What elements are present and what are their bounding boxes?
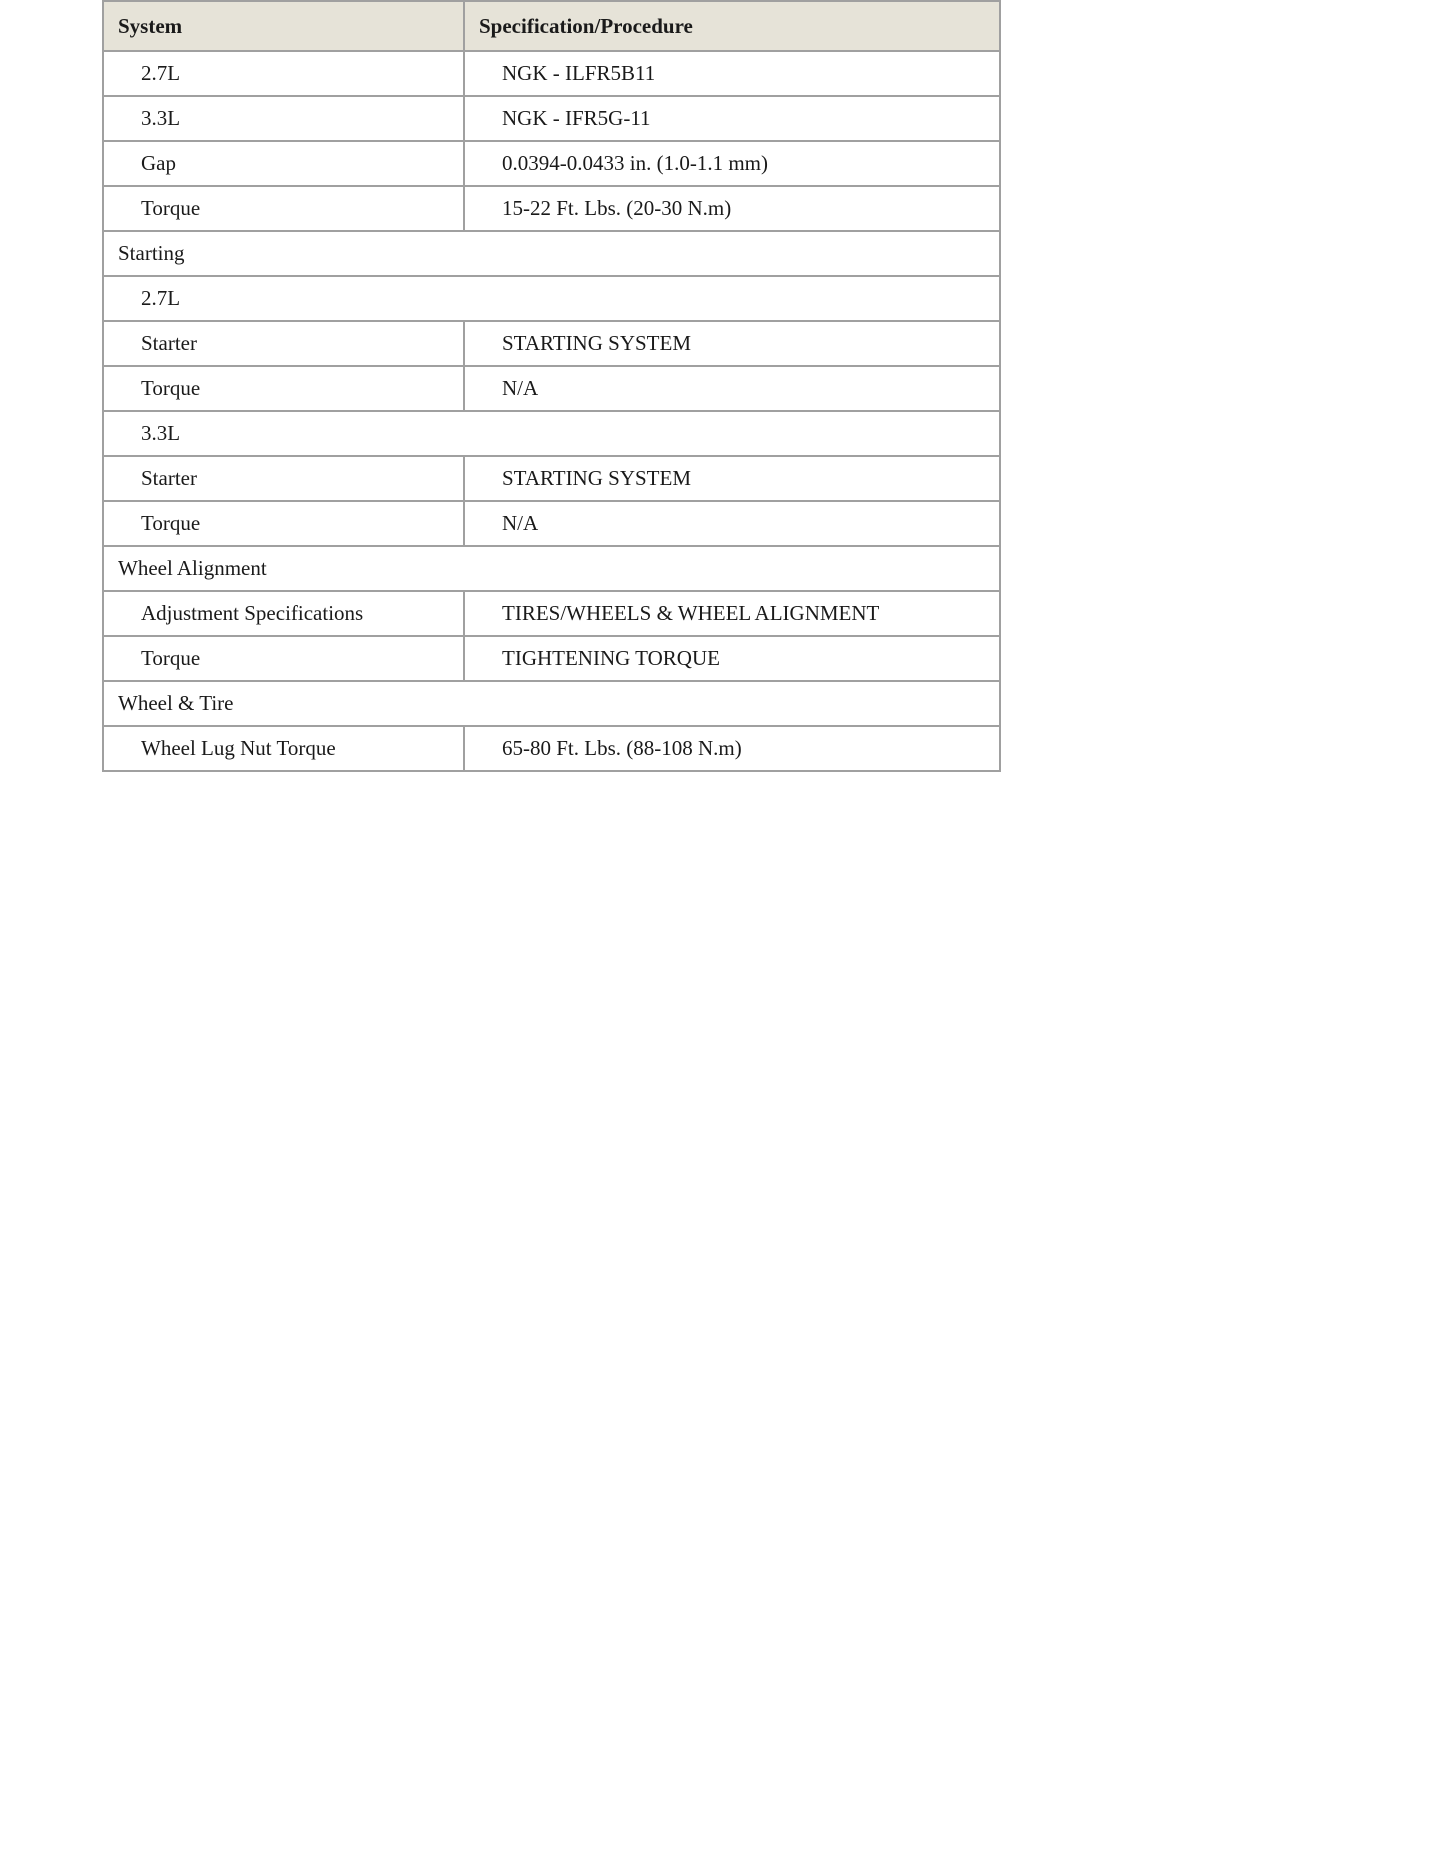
table-row bbox=[103, 141, 1000, 186]
spec-cell: N/A bbox=[464, 366, 1000, 411]
subsection-heading-cell: 3.3L bbox=[103, 411, 1000, 456]
system-cell: Torque bbox=[103, 366, 464, 411]
spec-cell: STARTING SYSTEM bbox=[464, 321, 1000, 366]
table-body bbox=[103, 51, 1000, 771]
spec-cell: N/A bbox=[464, 501, 1000, 546]
table-row bbox=[103, 591, 1000, 636]
subsection-row bbox=[103, 411, 1000, 456]
system-cell: Gap bbox=[103, 141, 464, 186]
spec-cell: TIGHTENING TORQUE bbox=[464, 636, 1000, 681]
section-heading-cell: Wheel & Tire bbox=[103, 681, 1000, 726]
spec-cell: NGK - ILFR5B11 bbox=[464, 51, 1000, 96]
system-cell: 2.7L bbox=[103, 51, 464, 96]
table-row bbox=[103, 366, 1000, 411]
section-heading-cell: Starting bbox=[103, 231, 1000, 276]
system-cell: Starter bbox=[103, 456, 464, 501]
spec-cell: TIRES/WHEELS & WHEEL ALIGNMENT bbox=[464, 591, 1000, 636]
system-cell: Torque bbox=[103, 501, 464, 546]
specifications-table bbox=[102, 0, 1001, 772]
subsection-heading-cell: 2.7L bbox=[103, 276, 1000, 321]
table-row bbox=[103, 501, 1000, 546]
spec-cell: STARTING SYSTEM bbox=[464, 456, 1000, 501]
system-cell: 3.3L bbox=[103, 96, 464, 141]
spec-cell: 0.0394-0.0433 in. (1.0-1.1 mm) bbox=[464, 141, 1000, 186]
table-row bbox=[103, 321, 1000, 366]
table-row bbox=[103, 51, 1000, 96]
spec-cell: 15-22 Ft. Lbs. (20-30 N.m) bbox=[464, 186, 1000, 231]
system-cell: Starter bbox=[103, 321, 464, 366]
section-row bbox=[103, 681, 1000, 726]
column-header-system: System bbox=[103, 1, 464, 51]
system-cell: Adjustment Specifications bbox=[103, 591, 464, 636]
system-cell: Torque bbox=[103, 636, 464, 681]
table-row bbox=[103, 186, 1000, 231]
spec-cell: 65-80 Ft. Lbs. (88-108 N.m) bbox=[464, 726, 1000, 771]
table-row bbox=[103, 456, 1000, 501]
system-cell: Torque bbox=[103, 186, 464, 231]
section-heading-cell: Wheel Alignment bbox=[103, 546, 1000, 591]
section-row bbox=[103, 231, 1000, 276]
spec-cell: NGK - IFR5G-11 bbox=[464, 96, 1000, 141]
system-cell: Wheel Lug Nut Torque bbox=[103, 726, 464, 771]
table-row bbox=[103, 636, 1000, 681]
column-header-specification: Specification/Procedure bbox=[464, 1, 1000, 51]
table-header-row bbox=[103, 1, 1000, 51]
section-row bbox=[103, 546, 1000, 591]
subsection-row bbox=[103, 276, 1000, 321]
table-row bbox=[103, 726, 1000, 771]
table-row bbox=[103, 96, 1000, 141]
